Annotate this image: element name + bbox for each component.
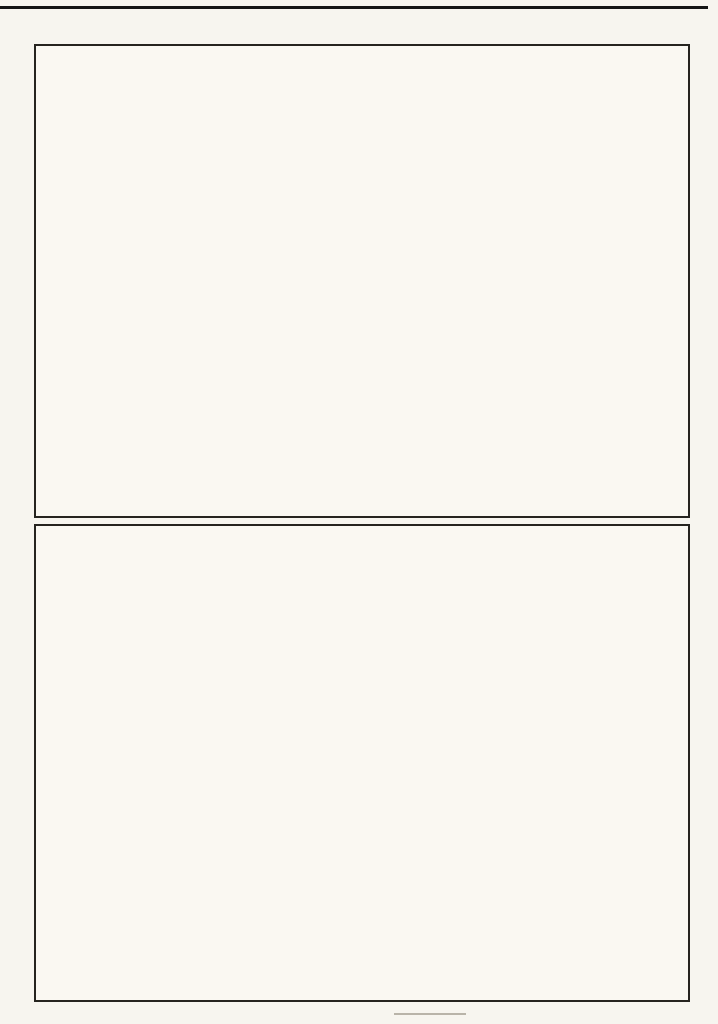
scan-edge-line (0, 6, 708, 9)
roster-table-top (34, 44, 690, 518)
scan-artifact-dash (394, 1013, 466, 1015)
roster-table-bottom (34, 524, 690, 1002)
